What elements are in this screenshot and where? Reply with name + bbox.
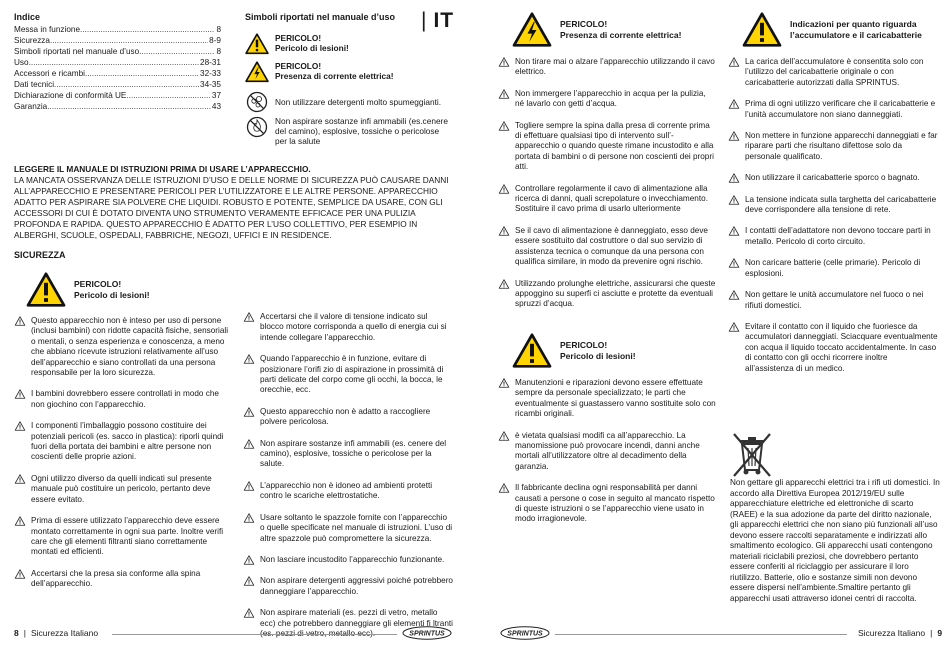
toc-label: Uso [14,57,29,67]
warning-line: Presenza di corrente elettrica! [560,30,682,40]
symbol-text [275,61,394,81]
list-item [498,483,716,525]
warning-small-icon [243,439,255,449]
warning-small-icon [14,316,26,326]
list-item [728,290,938,311]
logo-text: SPRINTUS [409,630,445,638]
list-item-text: Ogni utilizzo diverso da quelli indicati sul presente manuale può costituire un pericolo, pertanto deve essere evitato. [31,473,212,504]
list-item-text: Non mettere in funzione apparecchi danneggiati e far riparare parti che risultano difettose solo da personale qualificato. [745,131,938,161]
list-item-text: Togliere sempre la spina dalla presa di corrente prima di effettuare qualsiasi tipo di intervento sull’-apparecchio o quando queste rimane incustodito e alla portata di bambini o di persone non coscienti dei propri atti. [515,120,714,172]
warning-line: Pericolo di lesioni! [74,290,150,300]
warning-small-icon [498,57,510,67]
warning-line: Indicazioni per quanto riguarda [790,19,917,29]
sprintus-logo [500,626,550,640]
weee-text: Non gettare gli apparecchi elettrici tra i rifi uti domestici. In accordo alla Direttiva Europea 2012/19/EU sulle apparecchiature elettriche ed elettroniche di scarto (RAEE) e la sua adozione da parte del diritto nazionale, gli apparecchi elettrici che non siano più funzionali all’uso devono essere raccolti separatamente e indirizzati allo smaltimento ecologico. Gli apparecchi usati contengono materiali riciclabili preziosi, che dovrebbero pertanto essere conferiti al riciclaggio per assicurare il loro riutilizzo. Batterie, olio e sostanze simili non devono essere dispersi nell’ambiente.Smaltire pertanto gli apparecchi usati attraverso idonei centri di raccolta. [730,478,940,603]
list-item-text: La carica dell’accumulatore è consentita solo con l’utilizzo del caricabatterie originale o con caricabatterie autorizzati dalla SPRINTUS. [745,57,924,87]
toc-page: 37 [211,90,221,100]
list-item-text: Manutenzioni e riparazioni devono essere effettuate sempre da personale specializzato; le parti che eventualmente si guastassero vanno sostituite solo con ricambi originali. [515,378,716,419]
list-item [14,421,232,463]
list-item-text: I contatti dell’adattatore non devono toccare parti in metallo. Pericolo di corto circuito. [745,226,931,246]
warning-header [742,12,922,48]
page-number: 9 [937,628,943,638]
sprintus-logo [402,626,452,640]
symbol-text: Non aspirare sostanze infi ammabili (es.cenere del camino), esplosive, tossiche o pericolose per la salute [275,116,448,147]
list-item [498,121,716,173]
no-foam-icon [245,91,269,113]
warning-line: PERICOLO! [560,340,608,350]
list-item [14,316,232,378]
list-item [14,474,232,505]
list-item-text: Questo apparecchio non è adatto a raccogliere polvere pericolosa. [260,406,431,427]
list-item-text: Prima di essere utilizzato l’apparecchio deve essere montato correttamente in ogni sua parte. Inoltre verifi care che gli elementi filtranti siano correttamente montati ed efficienti. [31,516,224,557]
list-item [498,279,716,310]
warning-small-icon [498,226,510,236]
list-item-text: Utilizzando prolunghe elettriche, assicurarsi che queste appoggino su superfi ci asciutte e protette da eventuali spruzzi d’acqua. [515,278,716,309]
warning-small-icon [14,421,26,431]
warning-small-icon [243,555,255,565]
list-item [498,431,716,473]
warning-header [512,12,681,48]
list-item-text: Accertarsi che il valore di tensione indicato sul blocco motore corrisponda a quello di energia cui si intende collegare l’apparecchio. [260,312,447,342]
safety-list-col2 [243,312,453,650]
symbol-line: Presenza di corrente elettrica! [275,71,394,82]
toc-row[interactable] [14,24,221,35]
toc-page: 8-9 [209,35,221,45]
toc-row[interactable] [14,46,221,57]
toc-row[interactable] [14,90,221,101]
safety-list-col3b [498,378,716,536]
list-item [498,89,716,110]
list-item-text: L’apparecchio non è idoneo ad ambienti protetti contro le scariche elettrostatiche. [260,480,433,501]
list-item [14,569,232,590]
toc-leader [80,24,215,35]
list-item-text: I bambini dovrebbero essere controllati in modo che non giochino con l’apparecchio. [31,389,219,409]
warning-small-icon [243,481,255,491]
list-item-text: Non gettare le unità accumulatore nel fuoco o nei rifiuti domestici. [745,290,924,310]
toc-leader [29,57,199,68]
symbol-row [245,61,450,83]
list-item-text: Accertarsi che la presa sia conforme alla spina dell’apparecchio. [31,568,201,589]
table-of-contents [14,12,221,112]
footer-separator: | [930,628,933,638]
list-item-text: Non caricare batterie (celle primarie). Pericolo di esplosioni. [745,258,921,278]
safety-list-col1 [14,316,232,601]
toc-leader [126,90,210,101]
symbol-line: PERICOLO! [275,61,322,71]
list-item [728,226,938,247]
toc-label: Simboli riportati nel manuale d’uso [14,46,140,56]
list-item-text: Usare soltanto le spazzole fornite con l’apparecchio o quelle specificate nel manuale di istruzioni. L’uso di altre spazzole può compromettere la sicurezza. [260,512,453,543]
toc-page: 43 [211,101,221,111]
toc-title: Indice [14,12,41,22]
warning-header [512,333,636,369]
warning-label [560,19,681,41]
list-item-text: Se il cavo di alimentazione è danneggiato, esso deve essere sostituito dal costruttore o dal suo servizio di assistenza tecnica o comunque da una persona con qualifica similare, in modo da prevenire ogni rischio. [515,225,708,267]
toc-leader [85,68,199,79]
list-item [243,354,453,396]
symbol-row [245,33,450,55]
list-item-text: Non aspirare detergenti aggressivi poiché potrebbero danneggiare l’apparecchio. [260,576,453,596]
language-code: IT [433,9,455,32]
intro-body: LA MANCATA OSSERVANZA DELLE ISTRUZIONI D’USO E DELLE NORME DI SICUREZZA PUÒ CAUSARE DANNI ALL’APPARECCHIO E PRESENTARE PERICOLI PER L’UTILIZZATORE E LE ALTRE PERSONE. APPARECCHIO ADATTO PER ASPIRARE SIA POLVERE CHE LIQUIDI. ROBUSTO E POTENTE, SEMPLICE DA USARE, CON GLI ACCESSORI DI CUI È DOTATO DIVENTA UNO STRUMENTO VERAMENTE EFFICACE PER UNA PULIZIA PROFONDA E RAPIDA. QUESTO APPARECCHIO È ADATTO PER L’USO COLLETTIVO, PER ESEMPIO IN ALBERGHI, SCUOLE, OSPEDALI, FABBRICHE, NEGOZI, UFFICI E IN RESIDENCE. [14,175,449,240]
list-item-text: Non tirare mai o alzare l’apparecchio utilizzando il cavo elettrico. [515,57,715,77]
list-item [14,516,232,558]
footer-section: Sicurezza Italiano [30,628,99,638]
warning-line: PERICOLO! [560,19,608,29]
warning-small-icon [498,89,510,99]
warning-small-icon [243,354,255,364]
toc-leader [47,101,211,112]
warning-triangle-icon [742,12,782,48]
warning-line: l’accumulatore e il caricabatterie [790,30,922,40]
toc-label: Garanzia [14,101,48,111]
warning-small-icon [243,576,255,586]
warning-small-icon [728,226,740,236]
list-item-text: Non immergere l’apparecchio in acqua per la pulizia, né lavarlo con getti d’acqua. [515,88,706,109]
warning-header [26,272,150,308]
warning-small-icon [243,513,255,523]
section-heading-sicurezza: SICUREZZA [14,250,66,260]
list-item-text: I componenti l’imballaggio possono costituire dei potenziali pericoli (es. sacco in plastica): riporli quindi fuori della portata dei bambini e altre persone non coscienti delle proprie azioni. [31,421,224,462]
warning-small-icon [14,569,26,579]
symbols-title: Simboli riportati nel manuale d’uso [245,12,396,22]
toc-row[interactable] [14,57,221,68]
warning-small-icon [498,483,510,493]
toc-page: 28-31 [200,57,221,67]
warning-triangle-icon [26,272,66,308]
toc-label: Dichiarazione di conformità UE [14,90,127,100]
toc-label: Dati tecnici [14,79,55,89]
warning-triangle-icon [245,33,269,55]
page-number: 8 [14,628,19,638]
list-item-text: Controllare regolarmente il cavo di alimentazione alla ricerca di danni, quali screpolature o invecchiamento. Sostituire il cavo prima di usarlo ulteriormente [515,183,708,214]
warning-small-icon [243,407,255,417]
list-item-text: Non aspirare materiali (es. pezzi di vetro, metallo ecc) che potrebbero danneggiare gli elementi fi ltranti [260,608,453,628]
list-item [728,322,938,374]
footer-separator: | [23,628,26,638]
toc-label: Accessori e ricambi [14,68,85,78]
warning-small-icon [728,99,740,109]
footer-section: Sicurezza Italiano [858,628,926,638]
logo-text: SPRINTUS [507,630,543,638]
warning-small-icon [728,195,740,205]
toc-row[interactable] [14,79,221,90]
warning-line: Pericolo di lesioni! [560,351,636,361]
toc-label: Sicurezza [14,35,50,45]
list-item [728,99,938,120]
warning-small-icon [498,184,510,194]
warning-small-icon [243,608,255,618]
list-item [498,184,716,215]
warning-small-icon [728,258,740,268]
warning-small-icon [728,290,740,300]
list-item [14,389,232,410]
list-item [498,226,716,268]
list-item [498,57,716,78]
list-item-text: Non lasciare incustodito l’apparecchio funzionante. [260,554,445,564]
warning-small-icon [728,57,740,67]
toc-row[interactable] [14,68,221,79]
intro-heading: LEGGERE IL MANUALE DI ISTRUZIONI PRIMA DI USARE L’APPARECCHIO. [14,164,311,174]
warning-small-icon [243,312,255,322]
symbol-row [245,91,450,113]
list-item [243,481,453,502]
toc-label: Messa in funzione [14,24,80,34]
footer-right [858,628,942,638]
list-item [728,173,938,183]
footer-rule [555,634,847,635]
list-item-text: Non aspirare sostanze infi ammabili (es. cenere del camino), esplosive, tossiche o pericolose per la salute. [260,438,447,469]
no-flammable-icon [245,116,269,138]
toc-leader [50,35,208,46]
list-item [728,195,938,216]
list-item-text: Non utilizzare il caricabatterie sporco o bagnato. [745,173,920,183]
warning-small-icon [498,279,510,289]
symbol-row [245,116,450,146]
toc-row[interactable] [14,101,221,112]
toc-page: 8 [216,46,221,56]
list-item [243,407,453,428]
crossed-bin-icon [728,430,776,480]
warning-triangle-icon [512,333,552,369]
footer-left [14,628,98,638]
list-item [243,576,453,597]
warning-line: PERICOLO! [74,279,122,289]
list-item-text: Prima di ogni utilizzo verificare che il caricabatterie e l’unità accumulatore non siano danneggiati. [745,99,936,119]
language-bar: | [421,9,428,32]
warning-label [790,19,922,41]
symbol-text: Non utilizzare detergenti molto spumeggianti. [275,97,442,107]
list-item [243,513,453,544]
toc-page: 32-33 [200,68,221,78]
list-item-text: La tensione indicata sulla targhetta del caricabatterie deve corrispondere alla tensione di rete. [745,194,937,215]
list-item-text: è vietata qualsiasi modifi ca all’apparecchio. La manomissione può provocare incendi, danni anche mortali all’utilizzatore oltre al decadimento della garanzia. [515,430,700,471]
list-item [728,131,938,162]
warning-small-icon [498,431,510,441]
warning-label [74,279,150,301]
warning-small-icon [498,121,510,131]
symbol-text [275,33,349,53]
warning-small-icon [728,322,740,332]
safety-list-col4 [728,57,938,385]
toc-leader [54,79,199,90]
list-item [243,555,453,565]
warning-small-icon [14,389,26,399]
list-item-text: Evitare il contatto con il liquido che fuoriesce da accumulatori danneggiati. Sciacquare eventualmente con acqua il liquido toccato accidentalmente. In caso di contatto con gli occhi ricorrere inoltre all’assistenza di un medico. [745,321,938,373]
warning-small-icon [14,516,26,526]
electric-hazard-icon [245,61,269,83]
footer-rule [112,634,397,635]
warning-small-icon [728,131,740,141]
list-item-text: Questo apparecchio non è inteso per uso di persone (inclusi bambini) con ridotte capacità fisiche, sensoriali o mentali, o senza esperienza e conoscenza, a meno che abbiano ricevute istruzioni relativamente all’uso dell’apparecchio e siano controllati da una persona responsabile per la loro sicurezza. [31,316,229,378]
warning-small-icon [14,474,26,484]
list-item-text: Il fabbricante declina ogni responsabilità per danni causati a persone o cose in seguito al mancato rispetto di queste istruzioni o se l’apparecchio viene usato in modo irragionevole. [515,483,715,524]
list-item-text: Quando l’apparecchio è in funzione, evitare di posizionare l’orifi zio di aspirazione in prossimità di parti delicate del corpo come gli occhi, la bocca, le orecchie, ecc. [260,354,444,395]
list-item [498,378,716,420]
toc-page: 8 [216,24,221,34]
warning-small-icon [728,173,740,183]
symbol-line: PERICOLO! [275,33,322,43]
toc-row[interactable] [14,35,221,46]
intro-block [14,164,454,241]
warning-small-icon [498,378,510,388]
toc-leader [139,46,215,57]
symbol-line: Pericolo di lesioni! [275,43,349,54]
toc-page: 34-35 [200,79,221,89]
list-item [728,258,938,279]
warning-label [560,340,636,362]
list-item [243,312,453,343]
language-marker [421,8,454,34]
list-item [728,57,938,88]
safety-list-col3 [498,57,716,321]
list-item [243,439,453,470]
electric-hazard-icon [512,12,552,48]
